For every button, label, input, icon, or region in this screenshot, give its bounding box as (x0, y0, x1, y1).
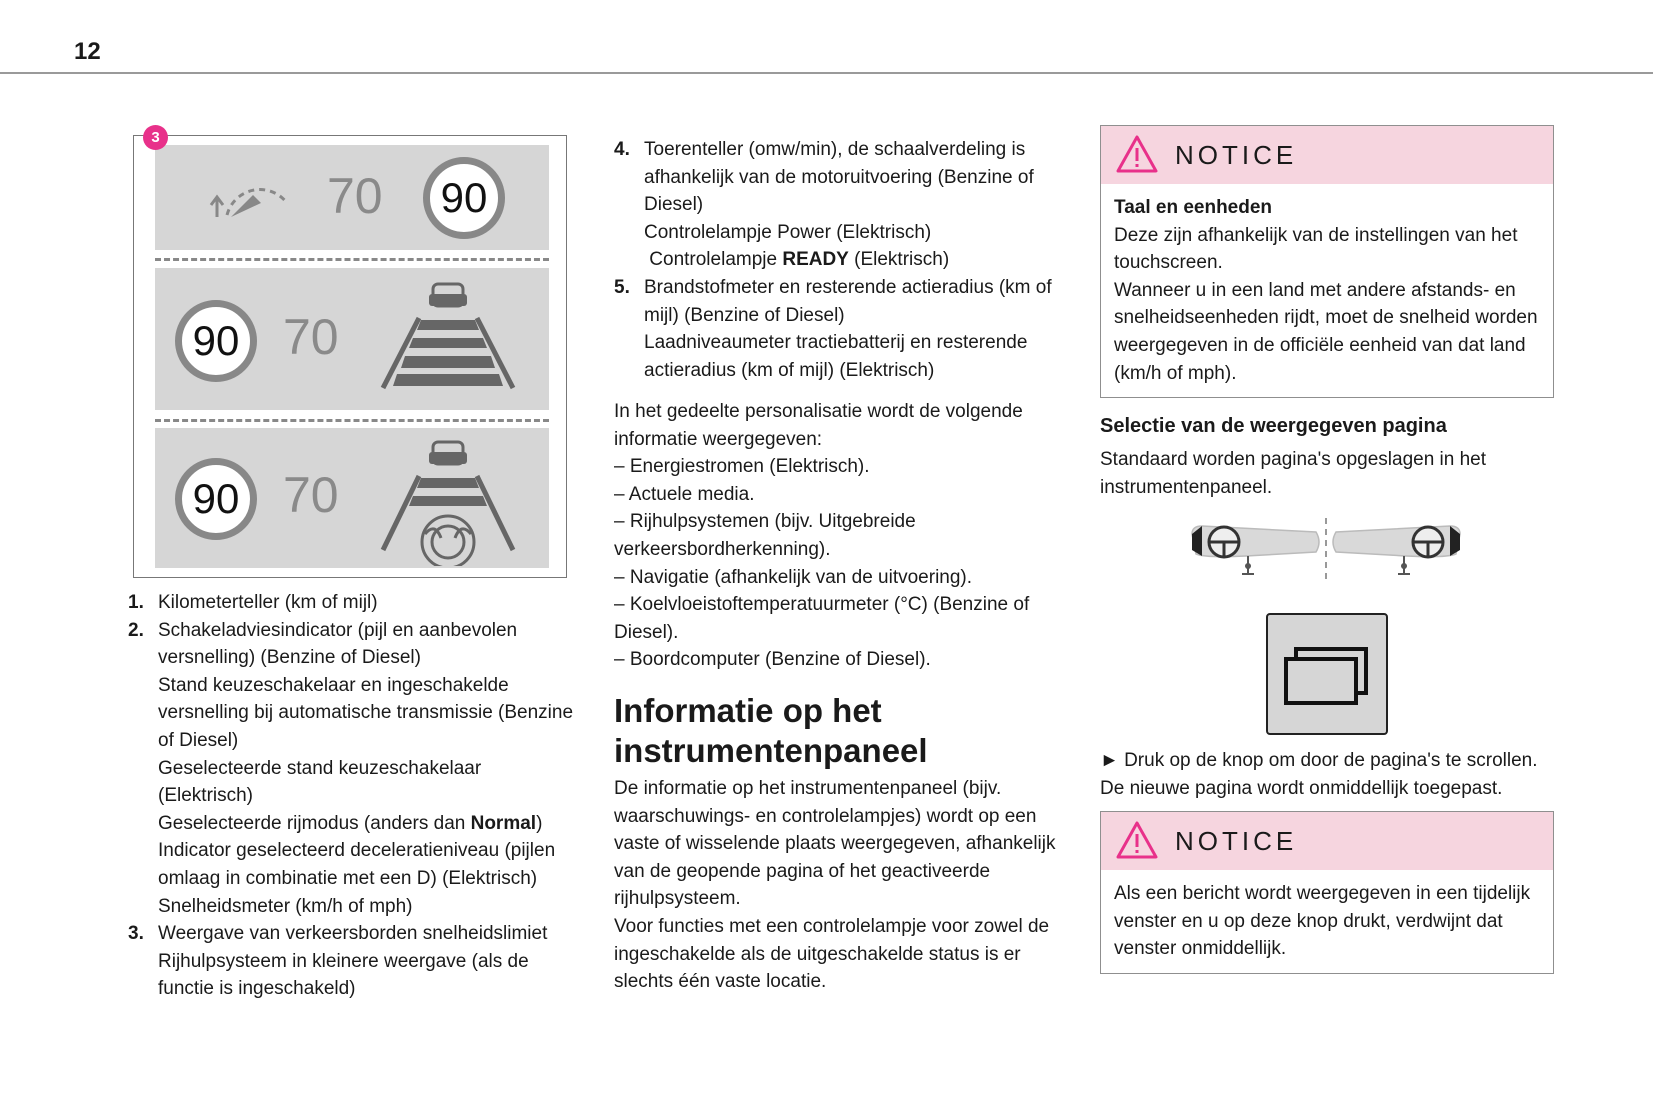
speed-readout-2: 70 (283, 309, 339, 365)
item-line-ready (644, 246, 1064, 274)
personalisation-block (614, 398, 1064, 674)
item-line: Indicator geselecteerd deceleratieniveau (pijlen omlaag in combinatie met een D) (Elektrisch) (158, 840, 556, 889)
item-line: Brandstofmeter en resterende actieradius (km of mijl) (Benzine of Diesel) (644, 276, 1052, 326)
notice-header (1101, 126, 1553, 184)
selection-title: Selectie van de weergegeven pagina (1100, 415, 1447, 437)
item-line: Schakeladviesindicator (pijl en aanbevolen versnelling) (Benzine of Diesel) (158, 619, 518, 669)
item-line: Snelheidsmeter (km/h of mph) (158, 895, 413, 917)
notice-text: Als een bericht wordt weergegeven in een tijdelijk venster en u op deze knop drukt, verdwijnt dat venster onmiddellijk. (1114, 883, 1531, 960)
item-number: 3. (128, 923, 144, 945)
text-segment-bold: Normal (470, 812, 537, 834)
text-segment: Controlelampje (644, 249, 783, 271)
list-item (128, 920, 580, 1003)
personalisation-intro: In het gedeelte personalisatie wordt de volgende informatie weergegeven: (614, 401, 1023, 450)
notice-body (1101, 184, 1553, 397)
notice-box-message (1100, 811, 1554, 974)
section-title: Informatie op het instrumentenpaneel (614, 692, 928, 769)
driver-assist-icon (373, 438, 523, 566)
notice-box-language (1100, 125, 1554, 398)
selection-action: ► Druk op de knop om door de pagina's te scrollen. (1100, 750, 1538, 771)
item-line: Toerenteller (omw/min), de schaalverdeling is afhankelijk van de motoruitvoering (Benzine of Diesel) (644, 139, 1034, 216)
speed-limit-sign-1: 90 (423, 157, 505, 239)
list-item: – Rijhulpsystemen (bijv. Uitgebreide verkeersbordherkenning). (614, 511, 916, 560)
figure-panel-3 (155, 428, 549, 568)
lane-assist-icon (373, 280, 523, 392)
figure-panel-2 (155, 268, 549, 410)
item-number: 5. (614, 276, 630, 298)
figure-badge: 3 (143, 125, 168, 150)
list-item: – Navigatie (afhankelijk van de uitvoering). (614, 566, 973, 588)
warning-triangle-icon (1115, 820, 1159, 860)
speed-readout-3: 70 (283, 467, 339, 523)
item-number: 4. (614, 139, 630, 160)
speed-readout-1: 70 (327, 168, 383, 224)
list-item (128, 617, 580, 921)
selection-result: De nieuwe pagina wordt onmiddellijk toegepast. (1100, 777, 1503, 799)
header-divider (0, 72, 1653, 74)
figure-divider-1 (155, 258, 549, 261)
list-item: – Koelvloeistoftemperatuurmeter (°C) (Benzine of Diesel). (614, 594, 1030, 643)
personalisation-list (614, 453, 1064, 674)
steering-wheel-stalks-icon (1186, 516, 1466, 584)
page-number: 12 (74, 38, 101, 65)
item-line: Controlelampje Power (Elektrisch) (644, 221, 932, 243)
item-line-drive-mode (158, 810, 580, 838)
section-paragraph-2: Voor functies met een controlelampje voor zowel de ingeschakelde als de uitgeschakelde status is er slechts één vaste locatie. (614, 915, 1050, 993)
notice-heading: Taal en eenheden (1114, 197, 1273, 218)
legend-list-left (128, 589, 580, 1003)
notice-header (1101, 812, 1553, 870)
item-number: 2. (128, 619, 144, 641)
legend-list-middle (614, 136, 1064, 384)
notice-body (1101, 870, 1553, 973)
list-item (128, 589, 580, 617)
notice-title: NOTICE (1175, 140, 1298, 170)
warning-triangle-icon (1115, 134, 1159, 174)
selection-intro: Standaard worden pagina's opgeslagen in het instrumentenpaneel. (1100, 449, 1487, 498)
page-scroll-button (1266, 613, 1388, 735)
list-item (614, 274, 1064, 384)
figure-divider-2 (155, 419, 549, 422)
item-line: Geselecteerde stand keuzeschakelaar (Elektrisch) (158, 757, 482, 807)
selection-instructions (1100, 747, 1560, 802)
pages-icon (1282, 641, 1372, 707)
section-paragraph-1: De informatie op het instrumentenpaneel (bijv. waarschuwings- en controlelampjes) wordt op een vaste of wisselende plaats weergegeven, afhankelijk van de geopende pagina of het geactiveerde rijhulpsysteem. (614, 778, 1056, 910)
text-segment: Geselecteerde rijmodus (anders dan (158, 812, 471, 834)
notice-title: NOTICE (1175, 826, 1298, 856)
list-item (614, 136, 1064, 274)
instrument-info-section (614, 691, 1064, 996)
item-line: Rijhulpsysteem in kleinere weergave (als de functie is ingeschakeld) (158, 950, 529, 1000)
text-segment-bold: READY (782, 249, 849, 271)
item-number: 1. (128, 592, 144, 613)
notice-text-1: Deze zijn afhankelijk van de instellingen van het touchscreen. (1114, 224, 1518, 274)
item-line: Weergave van verkeersborden snelheidslimiet (158, 923, 548, 945)
item-line: Kilometerteller (km of mijl) (158, 592, 378, 613)
list-item: – Actuele media. (614, 483, 755, 505)
text-segment: (Elektrisch) (848, 249, 950, 271)
instrument-panel-figure (133, 135, 567, 578)
item-line: Laadniveaumeter tractiebatterij en resterende actieradius (km of mijl) (Elektrisch) (644, 332, 1028, 381)
figure-panel-1 (155, 145, 549, 250)
speed-limit-sign-3: 90 (175, 458, 257, 540)
list-item: – Energiestromen (Elektrisch). (614, 456, 870, 478)
item-line: Stand keuzeschakelaar en ingeschakelde versnelling bij automatische transmissie (Benzine of Diesel) (158, 674, 574, 751)
page-selection-section (1100, 415, 1552, 501)
text-segment: ) (536, 812, 543, 834)
shift-indicator-icon (209, 173, 295, 221)
notice-text-2: Wanneer u in een land met andere afstands- en snelheidseenheden rijdt, moet de snelheid worden weergegeven in de officiële eenheid van dat land (km/h of mph). (1114, 279, 1538, 384)
speed-limit-sign-2: 90 (175, 300, 257, 382)
list-item: – Boordcomputer (Benzine of Diesel). (614, 649, 931, 671)
